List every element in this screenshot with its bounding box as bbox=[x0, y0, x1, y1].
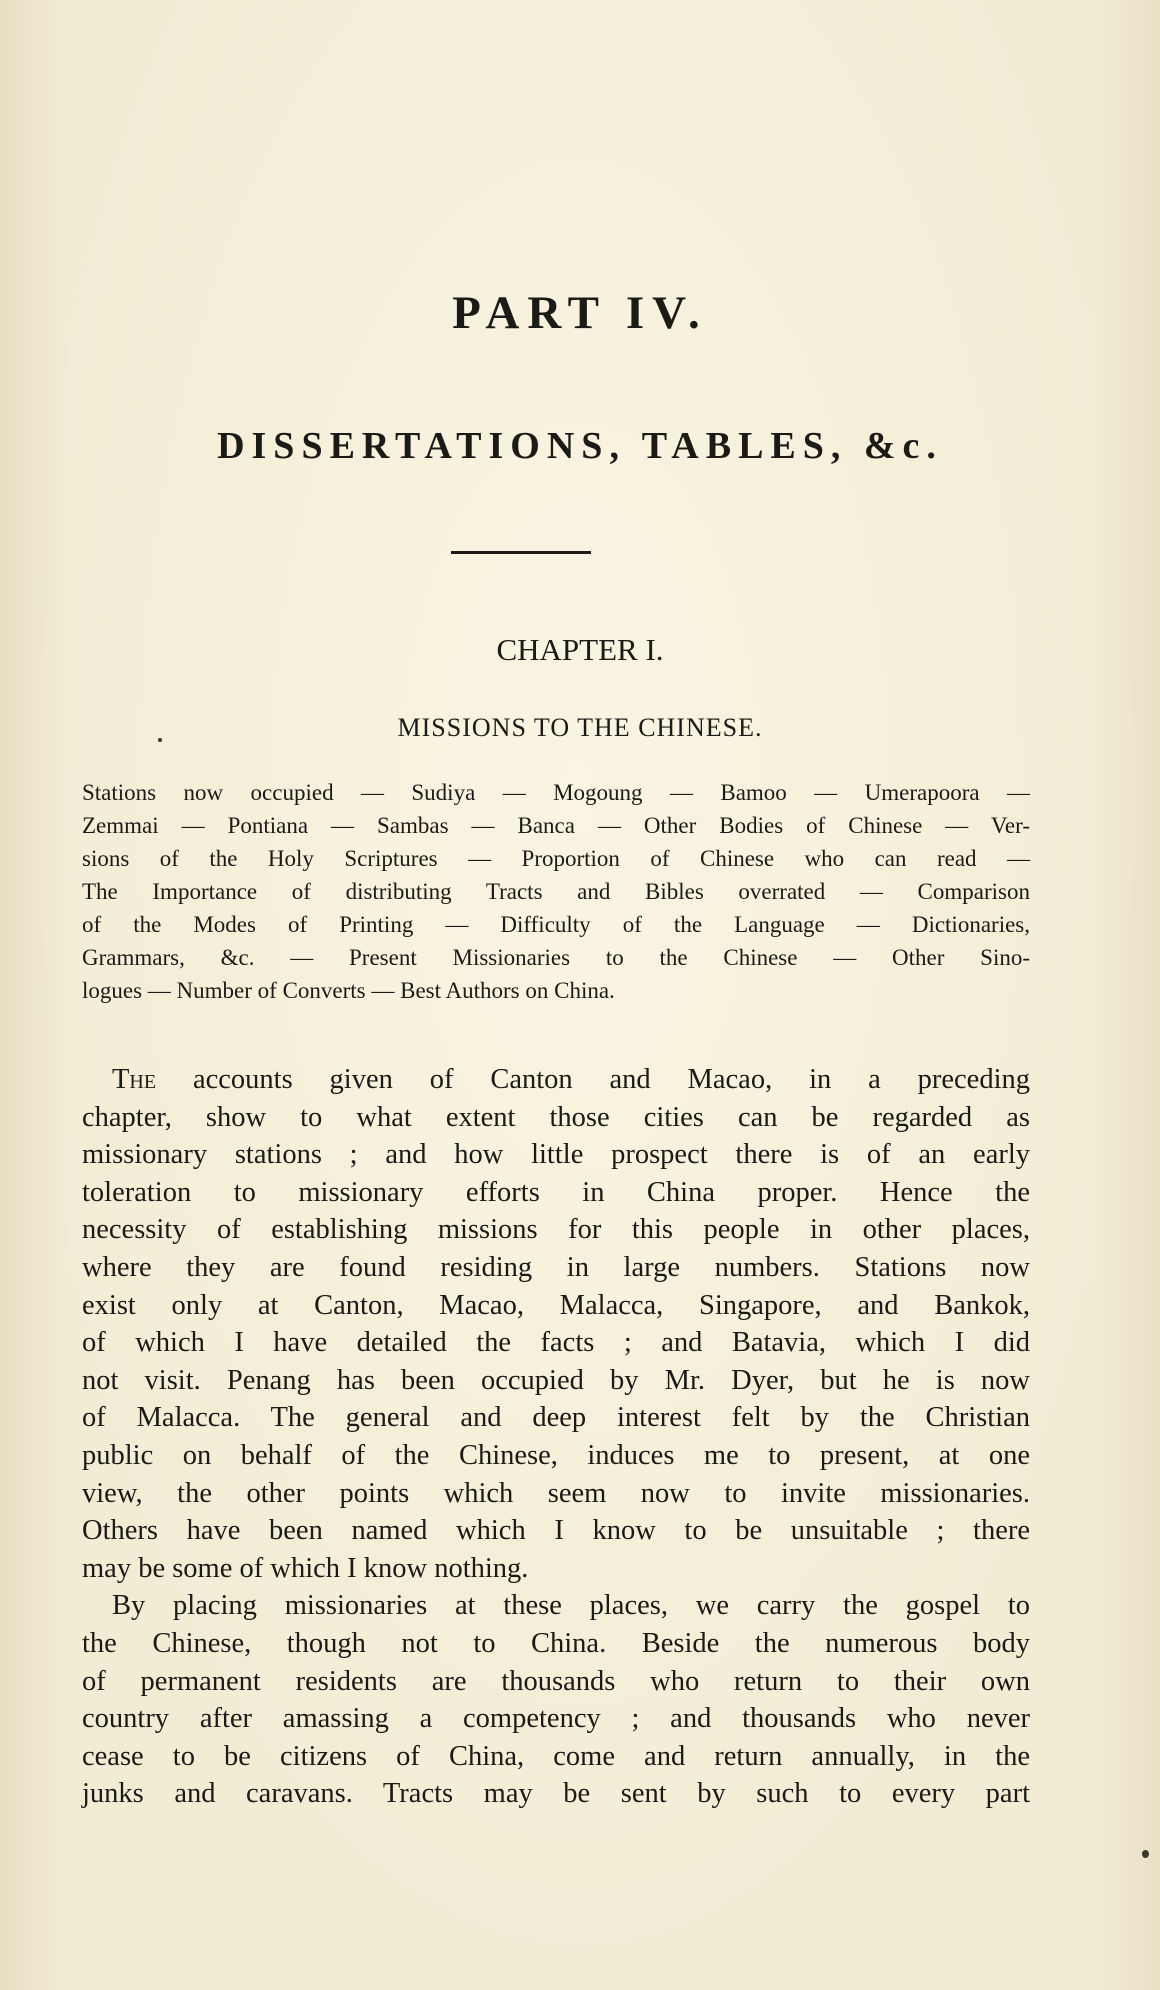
part-heading: PART IV. bbox=[452, 287, 708, 339]
ink-speck bbox=[158, 738, 162, 742]
body-line: necessity of establishing missions for this people in other places, bbox=[82, 1214, 1030, 1246]
body-line: cease to be citizens of China, come and return annually, in the bbox=[82, 1740, 1030, 1772]
synopsis-line: sions of the Holy Scriptures — Proportion of Chinese who can read — bbox=[82, 846, 1030, 871]
chapter-synopsis bbox=[82, 776, 1030, 1007]
body-line: missionary stations ; and how little prospect there is of an early bbox=[82, 1139, 1030, 1171]
chapter-heading: CHAPTER I. bbox=[496, 632, 664, 667]
body-line: of permanent residents are thousands who return to their own bbox=[82, 1665, 1030, 1697]
body-line bbox=[82, 1061, 1030, 1099]
body-line: where they are found residing in large numbers. Stations now bbox=[82, 1251, 1030, 1283]
body-line: may be some of which I know nothing. bbox=[82, 1552, 529, 1584]
synopsis-line: logues — Number of Converts — Best Authors on China. bbox=[82, 978, 615, 1003]
synopsis-line: Zemmai — Pontiana — Sambas — Banca — Other Bodies of Chinese — Ver- bbox=[82, 813, 1030, 838]
body-line: country after amassing a competency ; and thousands who never bbox=[82, 1703, 1030, 1735]
body-line: not visit. Penang has been occupied by Mr. Dyer, but he is now bbox=[82, 1364, 1030, 1396]
section-heading: DISSERTATIONS, TABLES, &c. bbox=[217, 425, 943, 467]
body-line: chapter, show to what extent those cities can be regarded as bbox=[82, 1101, 1030, 1133]
body-line: view, the other points which seem now to invite missionaries. bbox=[82, 1477, 1030, 1509]
body-text bbox=[82, 1061, 1030, 1813]
chapter-title: MISSIONS TO THE CHINESE. bbox=[397, 713, 763, 742]
ink-speck bbox=[1142, 1850, 1149, 1858]
synopsis-line: of the Modes of Printing — Difficulty of the Language — Dictionaries, bbox=[82, 912, 1030, 937]
body-line: public on behalf of the Chinese, induces me to present, at one bbox=[82, 1439, 1030, 1471]
body-line: of which I have detailed the facts ; and Batavia, which I did bbox=[82, 1327, 1030, 1359]
body-line: By placing missionaries at these places, we carry the gospel to bbox=[112, 1590, 1030, 1622]
synopsis-line: The Importance of distributing Tracts and Bibles overrated — Comparison bbox=[82, 879, 1030, 904]
body-line: exist only at Canton, Macao, Malacca, Singapore, and Bankok, bbox=[82, 1289, 1030, 1321]
synopsis-line: Stations now occupied — Sudiya — Mogoung — Bamoo — Umerapoora — bbox=[82, 780, 1030, 805]
divider-rule bbox=[451, 551, 591, 554]
body-line: junks and caravans. Tracts may be sent by such to every part bbox=[82, 1778, 1030, 1810]
body-line: toleration to missionary efforts in China proper. Hence the bbox=[82, 1176, 1030, 1208]
body-line: of Malacca. The general and deep interest felt by the Christian bbox=[82, 1402, 1030, 1434]
body-line: Others have been named which I know to be unsuitable ; there bbox=[82, 1515, 1030, 1547]
synopsis-line: Grammars, &c. — Present Missionaries to the Chinese — Other Sino- bbox=[82, 945, 1030, 970]
drop-word: The bbox=[112, 1064, 157, 1095]
body-line-text: accounts given of Canton and Macao, in a preceding bbox=[192, 1064, 1030, 1095]
body-line: the Chinese, though not to China. Beside the numerous body bbox=[82, 1627, 1030, 1659]
